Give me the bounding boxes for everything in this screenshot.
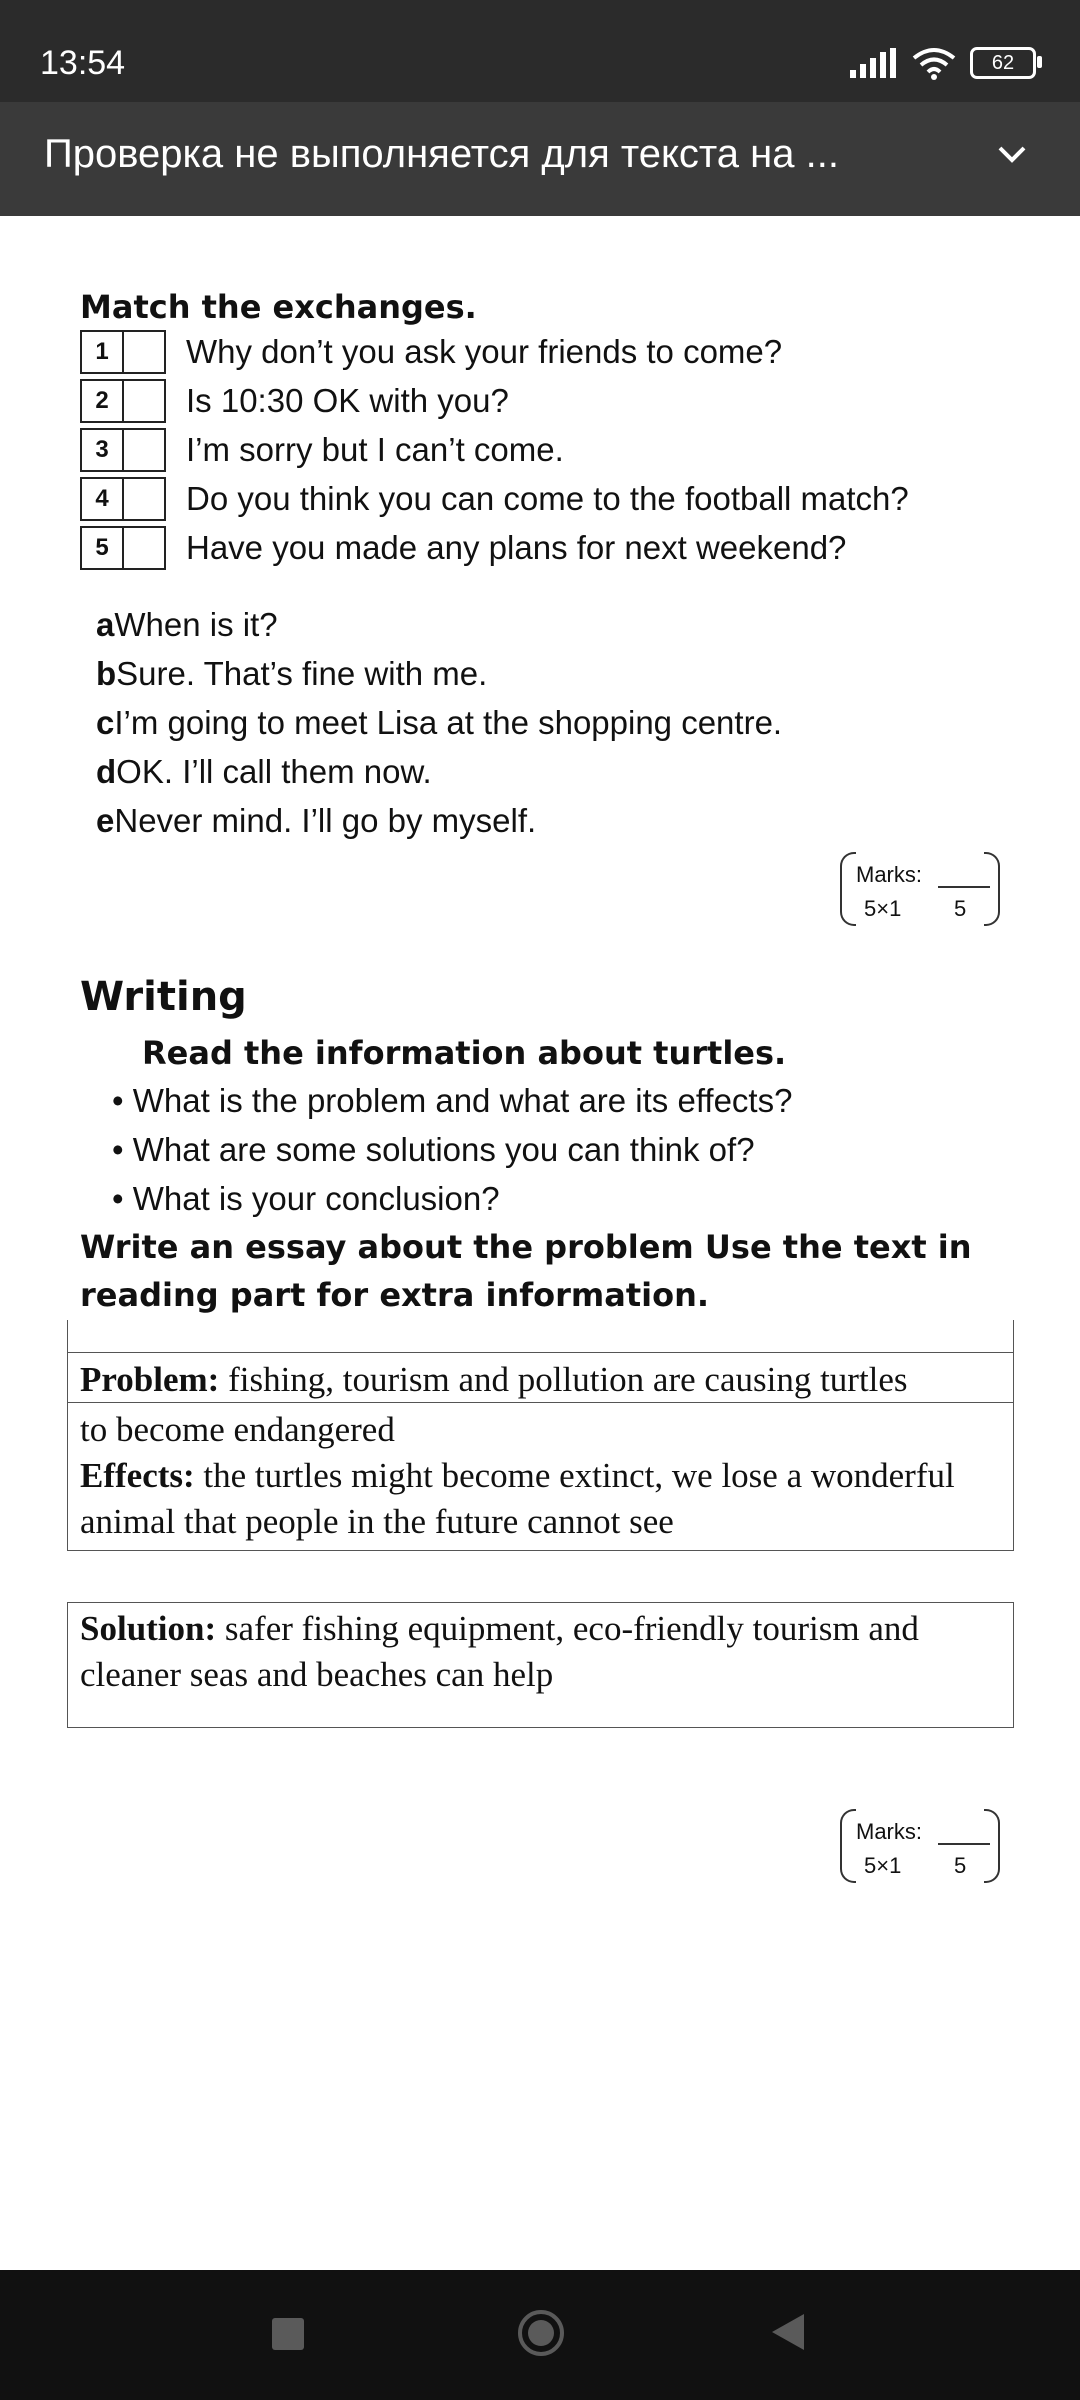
question-box — [80, 428, 166, 472]
solution-line: cleaner seas and beaches can help — [80, 1655, 554, 1694]
marks-formula: 5×1 — [864, 1853, 902, 1878]
writing-instruction: reading part for extra information. — [80, 1276, 710, 1314]
recent-apps-icon[interactable] — [272, 2318, 304, 2350]
question-number: 2 — [82, 381, 124, 421]
question-number: 4 — [82, 479, 124, 519]
question-row — [80, 477, 909, 521]
answer-letter: c — [96, 704, 115, 741]
effects-line: animal that people in the future cannot see — [80, 1502, 674, 1541]
question-row — [80, 526, 846, 570]
battery-icon — [970, 47, 1036, 79]
marks-blank — [938, 886, 990, 888]
answer-text: When is it? — [114, 606, 278, 643]
app-bar — [0, 102, 1080, 216]
question-box — [80, 330, 166, 374]
answer-option — [96, 655, 487, 693]
answer-letter: e — [96, 802, 115, 839]
question-box — [80, 526, 166, 570]
status-icons — [848, 46, 1036, 80]
answer-text: I’m going to meet Lisa at the shopping centre. — [114, 704, 783, 741]
marks-right-bracket — [984, 852, 1000, 926]
answer-option — [96, 606, 278, 644]
marks-label: Marks: — [856, 862, 922, 887]
document-content — [0, 216, 1080, 2270]
marks-left-bracket — [840, 852, 856, 926]
answer-letter: a — [96, 606, 115, 643]
app-bar-title: Проверка не выполняется для текста на ... — [44, 132, 839, 176]
answer-letter: b — [96, 655, 117, 692]
answer-box[interactable] — [124, 479, 164, 519]
question-text: Do you think you can come to the football match? — [186, 480, 909, 517]
question-box — [80, 379, 166, 423]
answer-box[interactable] — [124, 332, 164, 372]
question-box — [80, 477, 166, 521]
writing-subheading: Read the information about turtles. — [142, 1034, 787, 1072]
marks-left-bracket — [840, 1809, 856, 1883]
problem-text: fishing, tourism and pollution are causing turtles — [219, 1360, 908, 1399]
solution-box — [67, 1602, 1014, 1728]
answer-box[interactable] — [124, 430, 164, 470]
effects-label: Effects: — [80, 1456, 195, 1495]
marks-right-bracket — [984, 1809, 1000, 1883]
battery-level: 62 — [991, 51, 1015, 74]
question-text: Is 10:30 OK with you? — [186, 382, 509, 419]
question-number: 5 — [82, 528, 124, 568]
problem-line — [80, 1360, 908, 1400]
question-text: Have you made any plans for next weekend? — [186, 529, 847, 566]
question-number: 3 — [82, 430, 124, 470]
marks-total: 5 — [954, 896, 967, 921]
answer-box[interactable] — [124, 381, 164, 421]
solution-line — [80, 1609, 919, 1649]
back-icon[interactable] — [772, 2314, 804, 2350]
writing-instruction: Write an essay about the problem Use the text in — [80, 1228, 972, 1266]
marks-total: 5 — [954, 1853, 967, 1878]
answer-box[interactable] — [124, 528, 164, 568]
marks-box — [840, 1809, 1000, 1881]
answer-text: Never mind. I’ll go by myself. — [114, 802, 537, 839]
status-bar — [0, 0, 1080, 102]
answer-option — [96, 704, 782, 742]
question-text: I’m sorry but I can’t come. — [186, 431, 564, 468]
question-text: Why don’t you ask your friends to come? — [186, 333, 783, 370]
box-line — [68, 1402, 1013, 1403]
box-line — [68, 1352, 1013, 1353]
effects-text: the turtles might become extinct, we lose a wonderful — [194, 1456, 955, 1495]
writing-heading: Writing — [80, 974, 247, 1020]
question-row — [80, 379, 509, 423]
solution-text: safer fishing equipment, eco-friendly tourism and — [216, 1609, 919, 1648]
problem-line: to become endangered — [80, 1410, 395, 1449]
marks-label: Marks: — [856, 1819, 922, 1844]
question-number: 1 — [82, 332, 124, 372]
question-row — [80, 428, 564, 472]
signal-icon — [848, 48, 898, 78]
match-heading: Match the exchanges. — [80, 288, 477, 326]
home-icon[interactable] — [518, 2310, 564, 2356]
answer-text: OK. I’ll call them now. — [116, 753, 432, 790]
writing-bullet: • What are some solutions you can think of? — [112, 1131, 755, 1168]
marks-box — [840, 852, 1000, 924]
wifi-icon — [912, 46, 956, 80]
chevron-down-icon[interactable] — [988, 130, 1036, 178]
answer-option — [96, 753, 432, 791]
answer-option — [96, 802, 536, 840]
question-row — [80, 330, 782, 374]
marks-blank — [938, 1843, 990, 1845]
solution-label: Solution: — [80, 1609, 217, 1648]
writing-bullet: • What is your conclusion? — [112, 1180, 500, 1217]
status-time: 13:54 — [40, 44, 126, 82]
answer-letter: d — [96, 753, 117, 790]
effects-line — [80, 1456, 955, 1496]
marks-formula: 5×1 — [864, 896, 902, 921]
writing-bullet: • What is the problem and what are its effects? — [112, 1082, 793, 1119]
problem-label: Problem: — [80, 1360, 220, 1399]
navigation-bar — [0, 2270, 1080, 2400]
answer-text: Sure. That’s fine with me. — [116, 655, 488, 692]
problem-effects-box — [67, 1320, 1014, 1551]
